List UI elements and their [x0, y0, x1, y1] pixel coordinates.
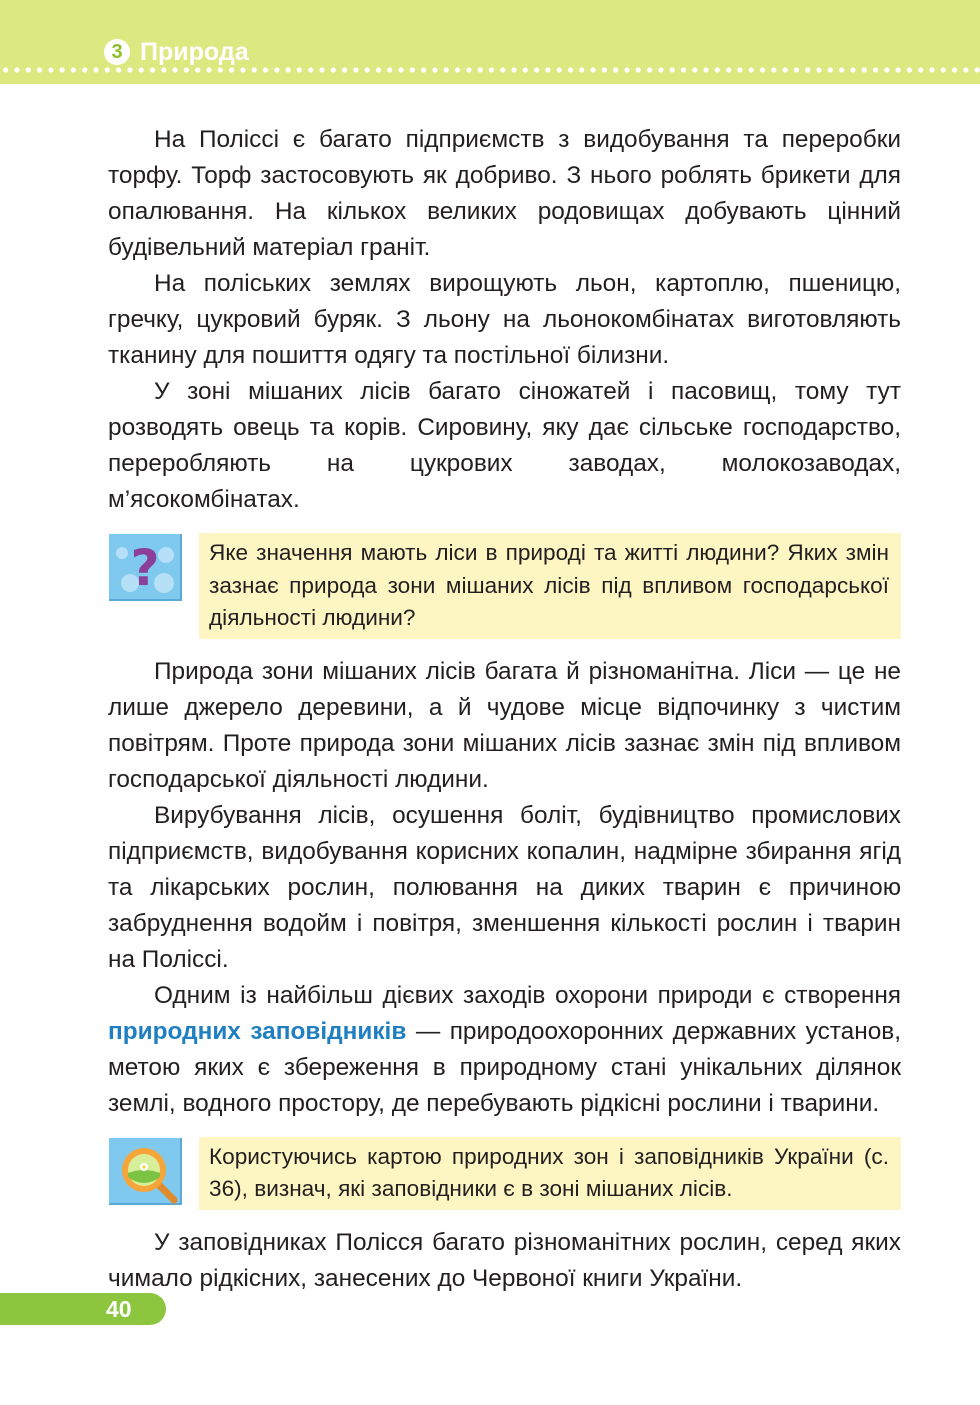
paragraph-reserves	[108, 978, 901, 1122]
magnifier-icon	[108, 1137, 182, 1207]
paragraph-peat: На Поліссі є багато підприємств з видобування та переробки торфу. Торф застосовують як добриво. З нього роблять брикети для опалювання. На кількох великих родовищах добувають цінний будівельний матеріал граніт.	[108, 126, 901, 261]
svg-text:?: ?	[130, 539, 160, 597]
page-number: 40	[106, 1296, 132, 1322]
paragraph-livestock: У зоні мішаних лісів багато сіножатей і пасовищ, тому тут розводять овець та корів. Сировину, яку дає сільське господарство, переробляють на цукрових заводах, молокозаводах, м’ясокомбінатах.	[108, 378, 901, 513]
reserves-definition: — природоохоронних державних установ, метою яких є збереження в природному стані унікальних ділянок землі, водного простору, де перебувають рідкісні рослини і тварини.	[108, 1017, 901, 1117]
research-task	[108, 1137, 901, 1210]
page-content	[108, 122, 901, 1297]
research-text: Користуючись картою природних зон і заповідників України (с. 36), визнач, які заповідники є в зоні мішаних лісів.	[199, 1137, 901, 1210]
question-task	[108, 533, 901, 639]
paragraph-human-impact: Вирубування лісів, осушення боліт, будівництво промислових підприємств, видобування корисних копалин, надмірне збирання ягід та лікарських рослин, полювання на диких тварин є причиною забруднення водойм і повітря, зменшення кількості рослин і тварин на Поліссі.	[108, 801, 901, 973]
chapter-title: Природа	[140, 38, 249, 66]
question-text: Яке значення мають ліси в природі та житті людини? Яких змін зазнає природа зони мішаних лісів під впливом господарської діяльності людини?	[199, 533, 901, 639]
paragraph-crops: На поліських землях вирощують льон, картоплю, пшеницю, гречку, цукровий буряк. З льону на льонокомбінатах виготовляють тканину для пошиття одягу та постільної білизни.	[108, 270, 901, 369]
question-mark-icon	[108, 533, 182, 603]
header-dotted-line	[0, 66, 980, 74]
chapter-number-badge: 3	[104, 39, 130, 65]
key-term: природних заповідників	[108, 1017, 407, 1045]
reserves-intro: Одним із найбільш дієвих заходів охорони природи є створення	[154, 981, 901, 1009]
paragraph-rare-plants: У заповідниках Полісся багато різноманітних рослин, серед яких чимало рідкісних, занесених до Червоної книги України.	[108, 1228, 901, 1292]
paragraph-forest-nature: Природа зони мішаних лісів багата й різноманітна. Ліси — це не лише джерело деревини, а й чудове місце відпочинку з чистим повітрям. Проте природа зони мішаних лісів зазнає змін під впливом господарської діяльності людини.	[108, 657, 901, 793]
